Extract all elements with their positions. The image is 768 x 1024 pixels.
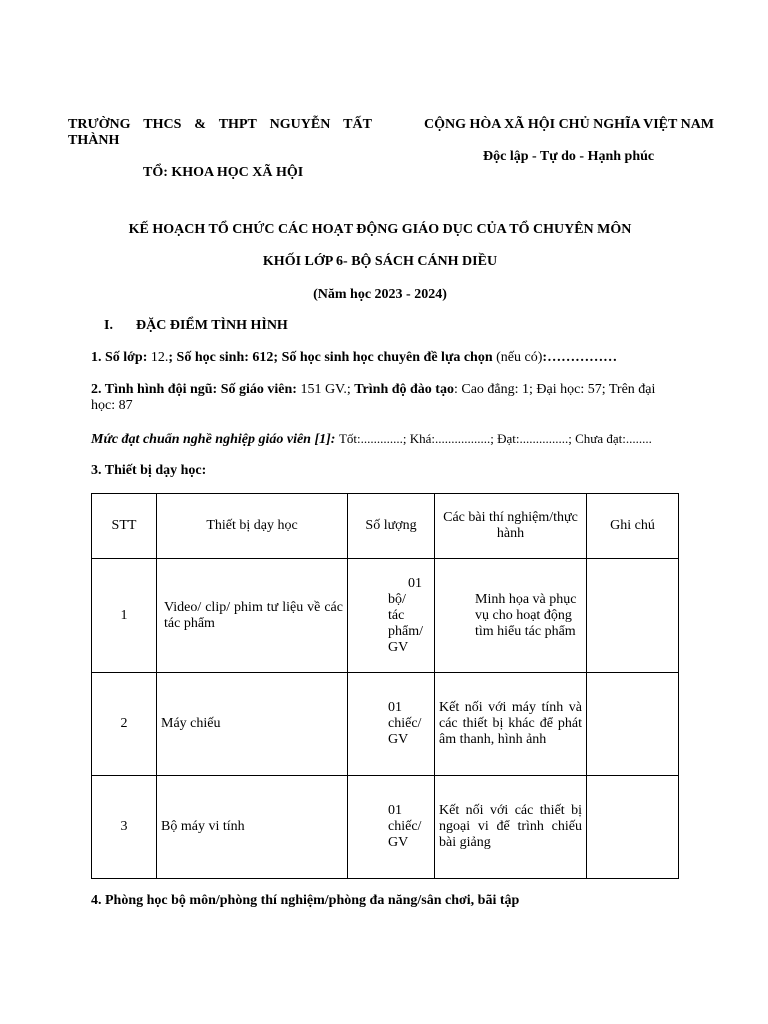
row-note <box>587 673 679 776</box>
qty-line: phẩm/ <box>388 623 423 639</box>
school-word: THCS <box>143 117 182 132</box>
qty-line: GV <box>388 639 409 655</box>
students-label: ; Số học sinh: 612; Số học sinh học chuyên đề lựa chọn <box>168 350 493 365</box>
section-heading: ĐẶC ĐIỂM TÌNH HÌNH <box>136 318 288 333</box>
header-stt: STT <box>92 494 157 559</box>
row-device: Video/ clip/ phim tư liệu về các tác phẩm <box>157 559 348 673</box>
school-word: THPT <box>218 117 257 132</box>
row-activity: Kết nối với máy tính và các thiết bị khác để phát âm thanh, hình ảnh <box>435 673 587 776</box>
qty-line: tác <box>388 607 405 623</box>
row-note <box>587 559 679 673</box>
department-name: TỔ: KHOA HỌC XÃ HỘI <box>143 165 304 180</box>
level-label: Trình độ đào tạo <box>354 382 454 397</box>
qty-line: 01 <box>388 803 402 818</box>
school-year: (Năm học 2023 - 2024) <box>313 287 447 302</box>
table-row <box>92 559 679 673</box>
national-motto: Độc lập - Tự do - Hạnh phúc <box>483 149 655 164</box>
header-activity: Các bài thí nghiệm/thực hành <box>435 494 587 559</box>
row-activity: Minh họa và phục vụ cho hoạt động tìm hiểu tác phẩm <box>435 559 587 673</box>
level-values: : Cao đẳng: 1; Đại học: 57; Trên đại <box>453 382 656 397</box>
row-note <box>587 776 679 879</box>
qty-line: GV <box>388 835 409 850</box>
qty-line: GV <box>388 732 409 747</box>
staff-info-line2: học: 87 <box>91 398 133 413</box>
equipment-heading: 3. Thiết bị dạy học: <box>91 463 207 478</box>
qty-line: 01 <box>408 575 422 591</box>
table-row <box>92 776 679 879</box>
rooms-heading: 4. Phòng học bộ môn/phòng thí nghiệm/phòng đa năng/sân chơi, bãi tập <box>91 893 520 908</box>
staff-label: 2. Tình hình đội ngũ: Số giáo viên: <box>91 382 297 397</box>
qty-line: bộ/ <box>388 591 406 607</box>
row-device: Bộ máy vi tính <box>157 776 348 879</box>
school-name-line1 <box>68 117 372 133</box>
section-number: I. <box>104 318 113 333</box>
header-note: Ghi chú <box>587 494 679 559</box>
school-name-line2: THÀNH <box>68 133 120 148</box>
staff-info-line1 <box>91 382 674 398</box>
table-row <box>92 673 679 776</box>
equipment-table <box>91 493 679 879</box>
optional-note: (nếu có) <box>496 350 543 365</box>
standard-label: Mức đạt chuẩn nghề nghiệp giáo viên [1]: <box>91 432 336 447</box>
school-word: NGUYỄN <box>269 117 331 132</box>
teacher-count: 151 GV.; <box>300 382 351 397</box>
plan-title: KẾ HOẠCH TỔ CHỨC CÁC HOẠT ĐỘNG GIÁO DỤC CỦA TỔ CHUYÊN MÔN <box>128 222 632 237</box>
row-device: Máy chiếu <box>157 673 348 776</box>
row-quantity <box>348 776 435 879</box>
school-word: TẤT <box>343 117 372 132</box>
row-quantity <box>348 559 435 673</box>
row-activity: Kết nối với các thiết bị ngoại vi để trình chiếu bài giảng <box>435 776 587 879</box>
qty-line: chiếc/ <box>388 819 422 834</box>
header-device: Thiết bị dạy học <box>157 494 348 559</box>
standard-line <box>91 431 678 448</box>
row-stt: 2 <box>92 673 157 776</box>
qty-line: 01 <box>388 700 402 715</box>
table-header-row <box>92 494 679 559</box>
school-word: TRƯỜNG <box>68 117 131 132</box>
school-word: & <box>194 117 206 132</box>
qty-line: chiếc/ <box>388 716 422 731</box>
header-quantity: Số lượng <box>348 494 435 559</box>
optional-dots: :…………… <box>542 350 618 365</box>
standard-values: Tốt:.............; Khá:.................; Đạt:...............; Chưa đạt:........ <box>338 431 652 446</box>
country-name: CỘNG HÒA XÃ HỘI CHỦ NGHĨA VIỆT NAM <box>424 117 715 132</box>
plan-subtitle: KHỐI LỚP 6- BỘ SÁCH CÁNH DIỀU <box>262 254 498 269</box>
classes-label: 1. Số lớp: <box>91 350 148 365</box>
row-quantity <box>348 673 435 776</box>
classes-value: 12. <box>150 350 169 365</box>
row-stt: 3 <box>92 776 157 879</box>
row-stt: 1 <box>92 559 157 673</box>
class-info-line <box>91 350 678 366</box>
